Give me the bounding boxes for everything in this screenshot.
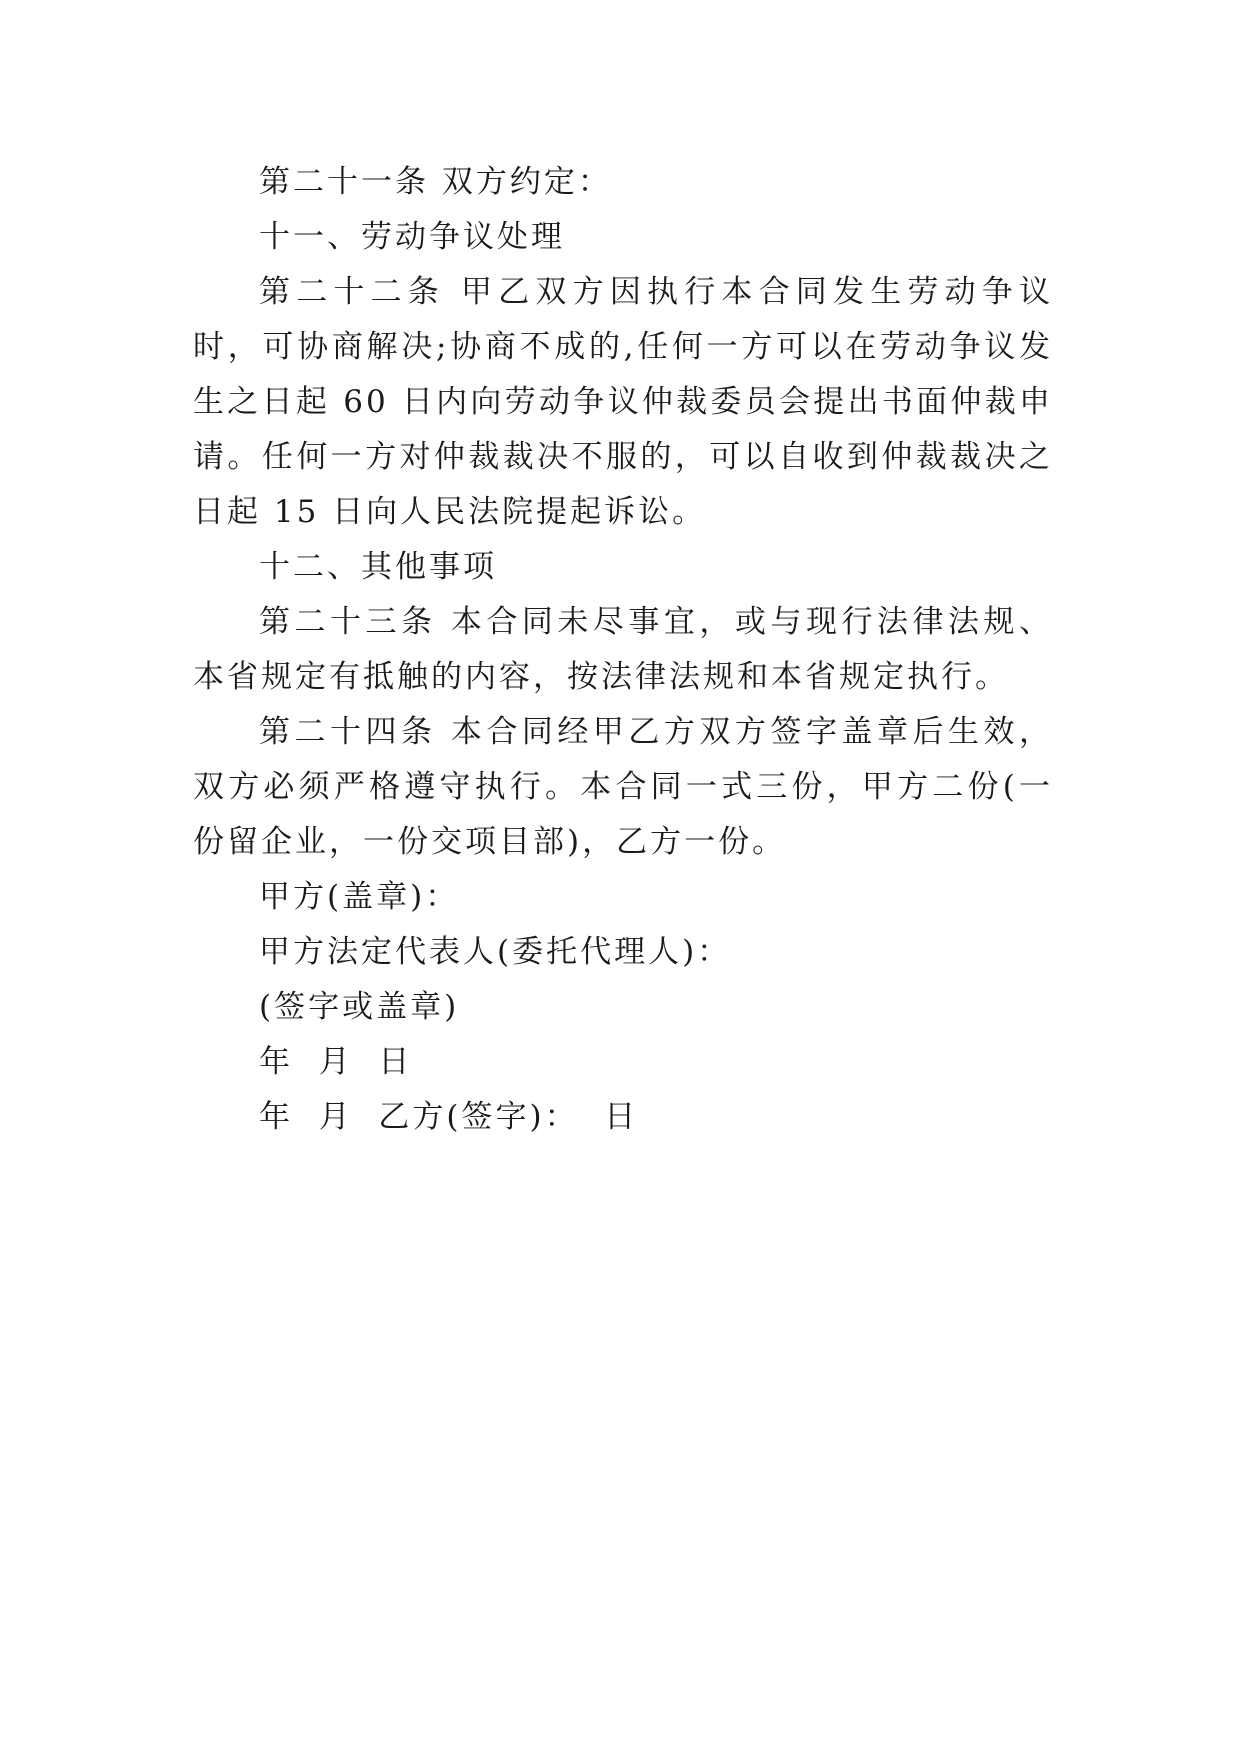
party-a-representative-label: 甲方法定代表人(委托代理人)： bbox=[259, 934, 732, 970]
article-22: 第二十二条 甲乙双方因执行本合同发生劳动争议时，可协商解决;协商不成的,任何一方可以在劳动争议发生之日起 60 日内向劳动争议仲裁委员会提出书面仲裁申请。任何一方对仲裁裁决不服的，可以自收到仲裁裁决之日起 15 日向人民法院提起诉讼。 bbox=[193, 274, 1053, 530]
section-11-heading: 十一、劳动争议处理 bbox=[259, 219, 565, 255]
date-line-2: 年 月 乙方(签字)： 日 bbox=[259, 1099, 639, 1135]
section-12-heading: 十二、其他事项 bbox=[259, 549, 497, 585]
date-line-1: 年 月 日 bbox=[259, 1044, 413, 1080]
party-a-seal-label: 甲方(盖章)： bbox=[259, 879, 460, 915]
sign-or-seal-label: (签字或盖章) bbox=[259, 989, 460, 1025]
document-body bbox=[193, 155, 1053, 1145]
article-21: 第二十一条 双方约定： bbox=[259, 164, 612, 200]
article-24: 第二十四条 本合同经甲乙方双方签字盖章后生效，双方必须严格遵守执行。本合同一式三份，甲方二份(一份留企业，一份交项目部)，乙方一份。 bbox=[193, 714, 1053, 860]
article-23: 第二十三条 本合同未尽事宜，或与现行法律法规、本省规定有抵触的内容，按法律法规和本省规定执行。 bbox=[193, 604, 1053, 695]
